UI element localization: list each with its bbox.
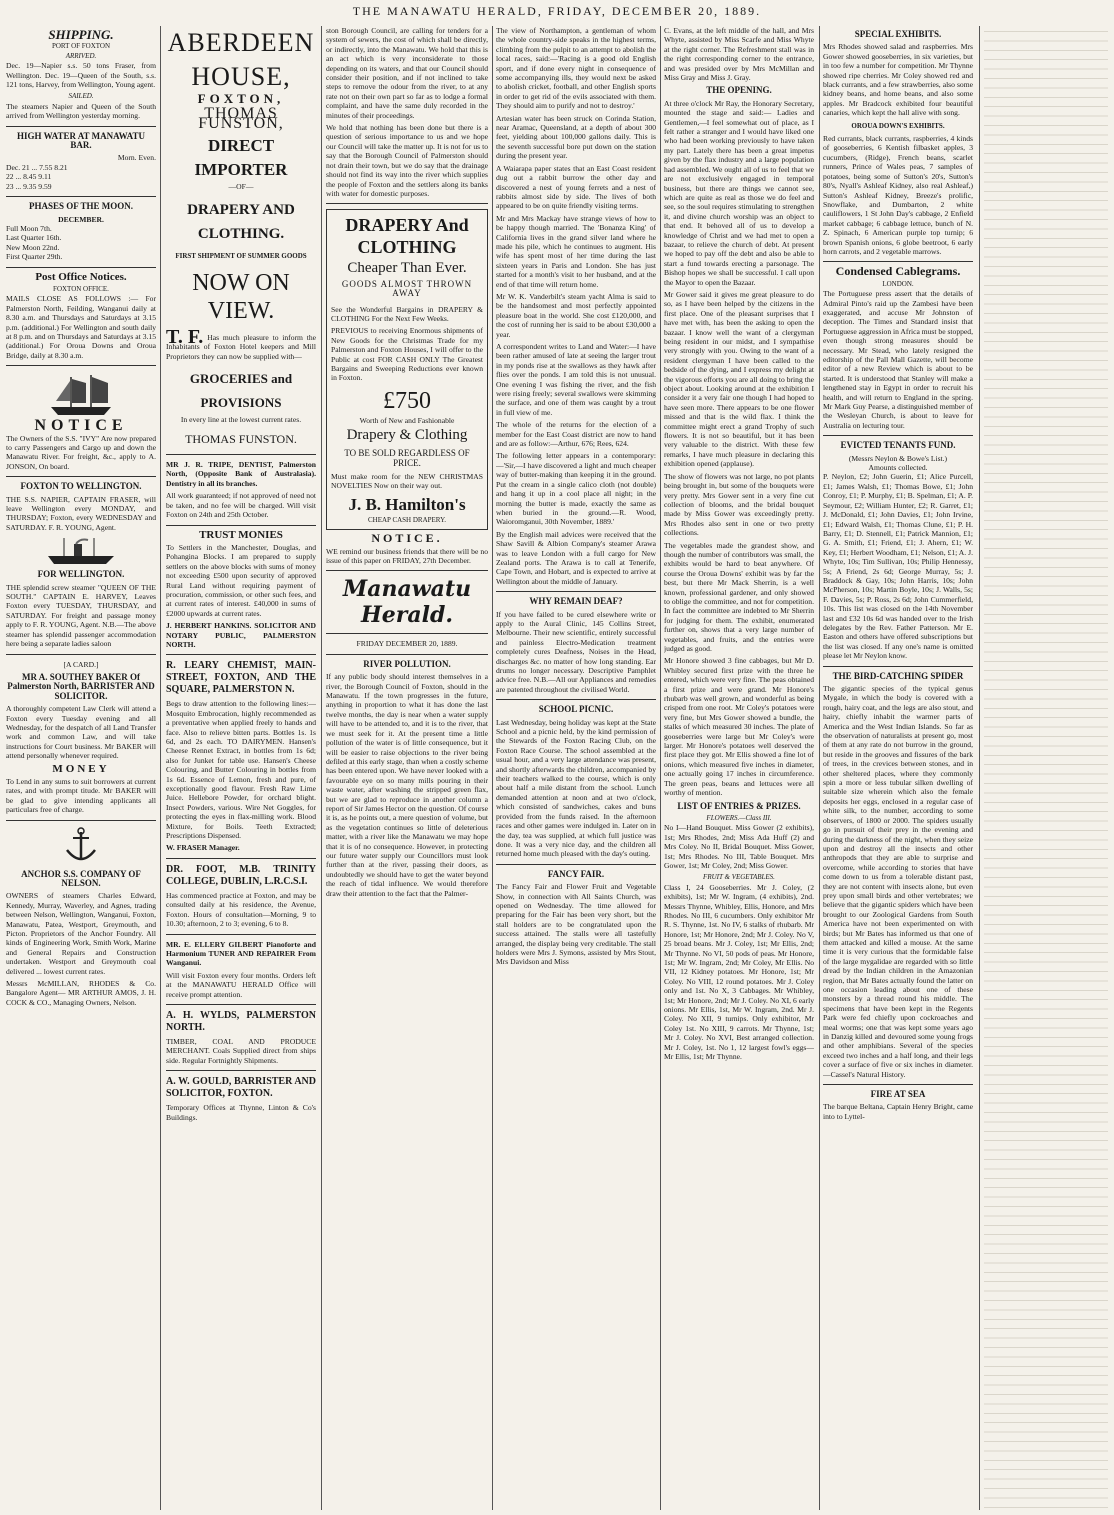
- news-item: A Waiarapa paper states that an East Coast resident dug out a rabbit burrow the other day and discovered a nest of young ferrets and a nest of rabbits almost side by side. The lives of both appeared to be on quite friendly visiting terms.: [496, 163, 656, 211]
- port-heading: PORT OF FOXTON: [51, 42, 111, 51]
- of-label: —OF—: [228, 182, 254, 192]
- leary-signature: W. FRASER Manager.: [166, 843, 240, 853]
- news-item: The whole of the returns for the election of a member for the East Coast district are now to hand and are as follow:—Arthur, 676; Rees, 624.: [496, 420, 656, 449]
- column-rule: [979, 26, 980, 1510]
- special-exhibits-heading: SPECIAL EXHIBITS.: [854, 29, 942, 39]
- groceries-subtitle: In every line at the lowest current rates.: [180, 415, 302, 425]
- divider: [166, 654, 316, 655]
- shipping-heading: SHIPPING.: [48, 27, 114, 42]
- fire-at-sea-heading: FIRE AT SEA: [870, 1089, 926, 1100]
- divider: [6, 126, 156, 127]
- news-item: A correspondent writes to Land and Water:—I have been rather amused of late at seeing the larger trout in my ponds rise at the swallows as they hawk after flies over the ponds. I am told this is not unusual. One evening I was fishing the river, and the fish were rising freely; several swallows were skimming the surface, and one of them was caught by a trout in full view of me.: [496, 342, 656, 417]
- money-heading: MONEY: [52, 762, 110, 775]
- column-rule: [819, 26, 820, 1510]
- vegetables-report: The vegetables made the grandest show, and though the number of contributors was small, the exhibits would be hard to beat anywhere. Of course the Oroua Downs' exhibit was by far the best, but there Mr Mack Sherrin, is a well known, professional gardener, and only showed to oblige the committee, and not for competition. In fact the committee are indebted to Mr Sherrin for judging for them. The exhibit, enumerated further on, shows that a very large number of vegetables, and fruits, and the entries were judged as good.: [664, 540, 814, 653]
- divider: [496, 591, 656, 592]
- fancy-fair-text: The Fancy Fair and Flower Fruit and Vegetable Show, in connection with All Saints Church, was opened on Wednesday. The time allowed for preparing for the Fair has been very short, but the stall holders are to be congratulated upon the success attained. The stalls were all tastefully arranged, the display being very creditable. The stall holders were Mrs J. Symons, assisted by Mrs Stout, Mrs Davidson and Miss: [496, 882, 656, 967]
- tf-text: Has much pleasure to inform the Inhabitants of Foxton Hotel keepers and Mill Proprietors they can now be supplied with—: [166, 333, 316, 361]
- column-rule: [660, 26, 661, 1510]
- direct-importer: DIRECT IMPORTER: [194, 136, 288, 180]
- tripe-text: All work guaranteed; if not approved of need not be taken, and no fee will be charged. Will visit Foxton on 24th and 25th October.: [166, 491, 316, 520]
- gilbert-text: Will visit Foxton every four months. Orders left at the MANAWATU HERALD Office will receive prompt attention.: [166, 970, 316, 999]
- gower-speech: Mr Gower said it gives me great pleasure to do so, as I have been helped by the citizens in the first place. One of the pleasant surprises that I have met with, has been the asking to open the bazaar. I know well the want of a clergyman being resident in our midst, and I sympathise very strongly with you. Owing to the want of a resident clergyman I have been called to the bedside of the dying, and I express my delight at the vigorous efforts you are all doing to bring the object about. Looking around at the exhibition I consider it a very fair one though I had hoped to have seen more. There appears to be one flower missed and that is the wild flax. I think the committee might erect a grand Trophy of such flowers. It is not so beautiful, but it has been very valuable to the district. With these few remarks, I have much pleasure in declaring this exhibition opened (applause).: [664, 289, 814, 469]
- ivy-notice: The Owners of the S.S. "IVY" Are now prepared to carry Passengers and Cargo up and down the Manawatu River. For freight, &c., apply to A. JONSON, On board.: [6, 433, 156, 471]
- column-rule: [160, 26, 161, 1510]
- foxton-label: FOXTON,: [197, 91, 285, 106]
- post-subheading: FOXTON OFFICE.: [53, 284, 109, 293]
- sailed-label: SAILED.: [68, 92, 94, 101]
- arrived-label: ARRIVED.: [65, 51, 97, 60]
- hankins-signature: J. HERBERT HANKINS. SOLICITOR AND NOTARY PUBLIC, PALMERSTON NORTH.: [166, 621, 316, 649]
- opening-heading: THE OPENING.: [706, 85, 772, 96]
- hamilton-name: J. B. Hamilton's: [348, 494, 466, 514]
- divider: [166, 934, 316, 935]
- opening-speech: At three o'clock Mr Ray, the Honorary Secretary, mounted the stage and said:— Ladies and Gentlemen,—I feel somewhat out of place, as I felt rather a stranger and I would have liked one who had been working previously to have taken my part. Lately there has been a great impetus given by the flax industry and a large population had assembled. We ought all of us to feel that we are not exclusively engaged in temporal business, but there are things we cannot see, which are quite as real as those we do feel and see, so the soul requires stimulating to strengthen it, and divine church worship was an object to that end. It behoved all of us to develop a knowledge of Christ and we had met to open a bazaar, to relieve the church of debt. At present we hoped to pay off the debt and also be able to start a fund towards erecting a parsonage. The Bishop hopes we shall be successful. I call upon the Mayor to open the Bazaar.: [664, 98, 814, 287]
- divider: [6, 365, 156, 366]
- tide-row: 23 ... 9.35 9.59: [6, 181, 52, 191]
- divider: [823, 261, 973, 262]
- column-shipping: [6, 26, 156, 1510]
- moon-row: Last Quarter 16th.: [6, 233, 62, 243]
- flower-entries: No I—Hand Bouquet. Miss Gower (2 exhibits), 1st; Mrs Rhodes, 2nd; Miss Ada Huff (2) and Mrs Coley. No II, Bridal Bouquet. Miss Gower, 1st; Mrs Rhodes. No III, Table Bouquet. Mrs Gower, 1st; Mr Coley, 2nd; Miss Gower.: [664, 823, 814, 870]
- fair-stalls-text: C. Evans, at the left middle of the hall, and Mrs Whyte, assisted by Miss Scarfe and Miss Whyte at the right corner. The Refreshment stall was in the right corresponding corner to the entrance, and was presided over by Mrs McMillan and Miss Gray and Miss J. Gray.: [664, 26, 814, 83]
- divider: [6, 267, 156, 268]
- wylds-heading: A. H. WYLDS, PALMERSTON NORTH.: [166, 1009, 316, 1033]
- sewer-article-cont: We hold that nothing has been done but there is a question of serious importance to us and we hope our Council will take the matter up. It is not for us to say that the Borough Council of Palmerston should not drain their town, but we do say that the drainage should not find its way into the river which supplies the people of Foxton and the settlers along its banks with water for domestic purposes.: [326, 123, 488, 198]
- special-exhibits-text: Mrs Rhodes showed salad and raspberries. Mrs Gower showed gooseberries, in six varieties, but in too few a number for competition. Mr Thynne showed ripe cherries. Mr Coley showed red and black currants, and a few strawberries, also some kidney beans, and home beans, and also some apples. Mr Bradcock exhibited four beautiful canaries, which kept the hall alive with song.: [823, 42, 973, 118]
- evicted-list: P. Neylon, £2; John Guerin, £1; Alice Purcell, £1; James Walsh, £1; Thomas Bowe, £1; John Conroy, £1; P. Murphy, £1; B. Spelman, £1; A. P. Seymour, £2; William Hunter, £2; R. Garret, £1; J. McDonald, £1; John Davies, £1; John Irvine, £1; Edward Walsh, £1; Thomas Clune, £1; P. H. Barry, £1; D. Stennell, £1; Patrick Mannion, £1; G. A. Smith, £1; Friend, £1; J. Ahern, £1; W. Key, £1; Herbert Woodham, £1; Nelson, £1; A. J. Whyte, 10s; Tim Sullivan, 10s; Philip Hennessy, 5s; A Friend, 2s 6d; George Murray, 5s; J. Braddock & Gay, 10s; John Harris, 10s; John McPherson, 10s; Martin Boyle, 10s; J. Walls, 5s; F. Davies, 5s; P. Ross, 2s 6d; John Cummerfield, 10s. This list was closed on the 14th November last and £32 10s 6d was handed over to the Irish delegates by the Rev. Father Patterson. Mr E. Easton and others have offered subscriptions but the list was closed. If any one's name is omitted please let Mr Neylon know.: [823, 472, 973, 661]
- news-item: The following letter appears in a contemporary:—'Sir,—I have discovered a light and much cheaper way of butter-making than keeping it in the ground. Put the cream in a single calico cloth (not double) and hang it up in a cool place all night; in the morning the butter is made, exactly the same as when buried in the ground.—R. Wood, Waioromganui, 30th November, 1889.': [496, 451, 656, 527]
- river-pollution-text: If any public body should interest themselves in a river, the Borough Council of Foxton, should in the Manawatu. If the town progresses in the future, anything in proportion to what it has done the last twelve months, the day is near when a water supply will have to be attended to, and it is to the river, that we must seek for it. At the present time a little pollution of the water is of little consequence, but it will be easier to raise objections to the river being defiled at this early stage, than when a costly scheme has been entered upon. We have never looked with a favourable eye on so many mills pouring in their waste water, after washing the stripped green flax, but we are glad to reproduce in another column a report of Sir James Hector on the question. Of course it is, as he points out, a mere question of volume, but as the vegetation continues so little of deleterious matter, with a river like the Manawatu we may hope that it is of no consequence. However, in protecting our future water supply our Councillors must look further than at the river, passing their doors, as undoubtedly we should have to get the water beyond the reach of tidal influence. We would therefore draw their attention to the fact that the Palmer-: [326, 672, 488, 898]
- column-news: [496, 26, 656, 1510]
- dateline: FRIDAY DECEMBER 20, 1889.: [356, 639, 458, 649]
- foxton-wellington-heading: FOXTON TO WELLINGTON.: [20, 481, 142, 492]
- for-wellington-heading: FOR WELLINGTON.: [37, 569, 125, 580]
- tide-heading: HIGH WATER AT MANAWATU BAR.: [17, 130, 145, 151]
- tide-header: Morn. Even.: [117, 153, 156, 163]
- moon-row: First Quarter 29th.: [6, 252, 63, 262]
- gilbert-heading: MR. E. ELLERY GILBERT Pianoforte and Harmonium TUNER AND REPAIRER From Wanganui.: [166, 939, 316, 968]
- previous-text: PREVIOUS to receiving Enormous shipments of New Goods for the Christmas Trade for my Palmerston and Foxton Houses, I will offer to the Public at cost FOR CASH ONLY The Greatest Bargains and Sweeping Reductions ever known in Foxton.: [331, 326, 483, 383]
- divider: [6, 196, 156, 197]
- anchor-text: OWNERS of steamers Charles Edward, Kennedy, Murray, Waverley, and Agnes, trading between Nelson, Wellington, Wanganui, Foxton, Manawatu, Patea, Westport, Greymouth, and Picton. Proprietors of the Anchor Foundry. All kinds of Engineering Work, Smith Work, Marine and General Repairs and Construction undertaken. Westport and Greymouth coal delivered ... lowest current rates.: [6, 891, 156, 976]
- column-advertisements: [166, 26, 316, 1510]
- first-shipment: FIRST SHIPMENT OF SUMMER GOODS: [175, 251, 307, 260]
- spider-text: The gigantic species of the typical genus Mygale, in which the body is covered with a rough, hairy coat, and the legs are also stout, and hairy, chiefly inhabit the warmer parts of America and the West Indian Islands. So far as the observation of naturalists at present go, most of them at any rate do not burrow in the ground, but reside in the grooves and fissures of the bark of trees, in the crevices between stones, and in other sheltered places, where they commonly spin a more or less tubular silken dwelling of suitable size wherein which also the female deposits her eggs, enclosed in a regular case of white silk, to the number, according to some observers, of 1800 or 2000. The spiders usually go in pursuit of their prey in the evening and during the darkness of the night, when they seize upon and destroy all the insects and other anthropods that they are able to surprise and overcome, while according to stories that have come down to us from a tolerable distant past, they are not content with insects alone, but even prey upon small birds and other vertebrates; we believe that the gigantic spiders which have been brought to our Zoological Gardens from South America have not been experimented on with birds; but Mr Bates has informed us that one of them attacked and killed a mouse. At the same time it is very curious that the formidable false of the large mygalidae are regarded with so little dread by the Indian children in the Amazonian region, that Mr Bates actually found the latter on one occasion leading about one of these monsters by a thread round his middle. The specimens that have been kept in the Regents Park were fed chiefly upon cockroaches and meal worms; one that was kept some years ago in Danzig killed and devoured some young frogs and other amphibians. Several of the species exceed two inches and a half long, and their legs cover a surface of five or six inches in diameter.—Cassel's Natural History.: [823, 684, 973, 1079]
- aberdeen-house-title: ABERDEEN HOUSE,: [167, 28, 315, 91]
- cheaper-than-ever: Cheaper Than Ever.: [347, 260, 467, 277]
- news-item: Mr and Mrs Mackay have strange views of how to be happy though married. The 'Bonanza King' of California lives in the grand silver land where he made his pile, which he continues to augment. His wife has spent most of her time during the last sixteen years in Paris and London. She has just started for a month's visit to her husband, and at the end of that time will return home.: [496, 213, 656, 289]
- divider: [823, 666, 973, 667]
- notice-text: WE remind our business friends that there will be no issue of this paper on FRIDAY, 27th December.: [326, 546, 488, 566]
- divider: [326, 203, 488, 204]
- news-item: Mr W. K. Vanderbilt's steam yacht Alma is said to be the handsomest and most perfectly appointed pleasure boat in the world. She cost £120,000, and the cost of running her is said to be about £30,000 a year.: [496, 291, 656, 339]
- tide-row: 22 ... 8.45 9.11: [6, 172, 52, 182]
- divider: [166, 858, 316, 859]
- trust-text: To Settlers in the Manchester, Douglas, and Pohangina Blocks. I am prepared to supply settlers on the above blocks with sums of money not exceeding £500 upon security of approved Rural Land without requiring payment of procuration, commission, or other such fees, and at current rates of interest. £40,000 in sums of £2000 upwards at current rates.: [166, 542, 316, 618]
- cheap-cash-drapery: CHEAP CASH DRAPERY.: [368, 515, 446, 524]
- news-item: The view of Northampton, a gentleman of whom the whole country-side speaks in the highest terms, climbing from the pulpit to an attempt to abolish the local races, said:—'Racing is a good old English sport, and if done every night in consequence of some accompanying ills, they would next be asked to abolish cricket, football, and other English sports in order to get rid of the evils associated with them. They should aim to purify and not to destroy.': [496, 26, 656, 111]
- evicted-subtitle: (Messrs Neylon & Bowe's List.): [848, 453, 948, 463]
- anchor-signature: Messrs McMILLAN, RHODES & Co. Bangalore Agent— MR ARTHUR AMOS, J. H. COCK & CO., Managing Owners, Nelson.: [6, 979, 156, 1007]
- entries-heading: LIST OF ENTRIES & PRIZES.: [677, 800, 801, 811]
- regardless-of-price: TO BE SOLD REGARDLESS OF PRICE.: [344, 448, 470, 468]
- manawatu-herald-banner: Manawatu Herald.: [342, 576, 472, 629]
- worth-text: Worth of New and Fashionable: [359, 415, 455, 425]
- divider: [823, 435, 973, 436]
- drapery-clothing-ad: Drapery & Clothing: [346, 427, 468, 444]
- money-text: To Lend in any sums to suit borrowers at current rates, and with prompt titude. Mr BAKER will be glad to give intending applicants all particulars free of charge.: [6, 776, 156, 815]
- oroua-heading: OROUA DOWN'S EXHIBITS.: [851, 121, 945, 130]
- divider: [326, 654, 488, 655]
- why-deaf-heading: WHY REMAIN DEAF?: [529, 596, 623, 607]
- notice-heading: NOTICE.: [371, 531, 443, 546]
- divider: [6, 476, 156, 477]
- london-label: LONDON.: [882, 279, 914, 288]
- baker-text: A thoroughly competent Law Clerk will attend a Foxton every Tuesday evening and all Wednesday, for the despatch of all Land Transfer work and common Law, and will take instructions for Court business. Mr BAKER will attend personally whenever required.: [6, 704, 156, 761]
- divider: [496, 864, 656, 865]
- school-picnic-text: Last Wednesday, being holiday was kept at the State School and a picnic held, by the kind permission of the Stewards of the Foxton Racing Club, on the Foxton Race Course. The school assembled at the usual hour, and a very large attendance was present, and shortly afterwards the children, accompanied by their teachers walked to the course, which is only about half a mile distant from the school. Lunch demanded attention at noon and at two o'clock, which consisted of sandwiches, cakes and buns provided from the funds raised. In the afternoon races and other games were indulged in. Later on in the day, tea was supplied, at which full justice was done. It was a very nice day, and the children all returned home much pleased with the day's outing.: [496, 717, 656, 859]
- sailing-ship-icon: [46, 371, 116, 417]
- funston-name: THOMAS FUNSTON,: [198, 105, 284, 132]
- leary-heading: R. LEARY CHEMIST, MAIN-STREET, FOXTON, AND THE SQUARE, PALMERSTON N.: [166, 660, 316, 696]
- fruit-entries: Class I, 24 Gooseberries. Mr J. Coley, (2 exhibits), 1st; Mr W. Ingram, (4 exhibits), 2nd. Messrs Thynne, Whibley, Ellis, Honore, and Mrs Rhodes. No III, 6 cucumbers. Only exhibitor Mr R. S. Thynne, 1st. No IV, 6 stalks of rhubarb. Mr Honore, 1st; Mr Honore, 2nd; Mr J. Coley. No V, 25 broad beans. Mr J. Coley, 1st; Mr Ellis, 2nd; Mr Thynne. No VI, 50 pods of peas. Mr Honore, 1st; Mr W. Ingram, 2nd; Mr Coley, Mr Ellis. No VII, 12 Kidney potatoes. Mr Honore, 1st; Mr Coley. No VIII, 12 round potatoes. Mr J. Coley only and 1st. No X, 3 Cabbages. Mr Whibley, 1st; Mr Honore, 2nd; Mr J. Coley. No XI, 6 early onions. Mr Ellis, 1st, Mr W. Ingram, 2nd. Mr J. Coley. No XII, 9 turnips. Only exhibitor, Mr Coley 1st. No XIII, 9 carrots. Mr Thynne, 1st; Mr J. Coley. No XVI, Best arranged collection. Mr J. Coley, 1st. No 1, 12 largest fowl's eggs—Mr Ellis, 1st; Mr Thynne.: [664, 882, 814, 1062]
- trust-monies-heading: TRUST MONIES: [199, 528, 283, 541]
- divider: [326, 570, 488, 571]
- anchor-heading: ANCHOR S.S. COMPANY OF NELSON.: [21, 868, 141, 888]
- column-fair-report: [664, 26, 814, 1510]
- napier-notice: THE S.S. NAPIER, CAPTAIN FRASER, will leave Wellington every MONDAY, and THURSDAY; Foxton, every WEDNESDAY and SATURDAY. F. R. YOUNG, Agent.: [6, 494, 156, 532]
- masthead-title: THE MANAWATU HERALD, FRIDAY, DECEMBER 20, 1889.: [352, 4, 762, 18]
- wonderful-bargains: See the Wonderful Bargains in DRAPERY & CLOTHING For the Next Few Weeks.: [331, 304, 483, 323]
- oroua-text: Red currants, black currants, raspberries, 4 kinds of gooseberries, 6 Kentish filbasket apples, 3 cucumbers, (Ridge), French beans, scarlet runners, Prince of Wales peas, 7 samples of potatoes, being some of Sutton's 20's, Sutton's 80's, Nyall's Ashleaf Kidney, also real Ashleaf,) Sutton's Ashleaf Kidney, Breeze's prolific, Snowflake, and Dumbarton, 2 white cauliflowers, 1 St John Day's cabbage, 2 Enfield market cabbage; 6 cabbage lettuce, bunch of N. Z. Spinach, 6 American purple top turnip; 6 brown Spanish onions, 6 globe beetroot, 6 early horn carrots, and 2 vegetable marrows.: [823, 134, 973, 256]
- moon-month: DECEMBER.: [58, 214, 104, 224]
- post-heading: Post Office Notices.: [35, 270, 127, 283]
- fruit-vegetables-class: FRUIT & VEGETABLES.: [703, 873, 775, 882]
- anchor-icon: [61, 826, 101, 866]
- goods-thrown-away: GOODS ALMOST THROWN AWAY: [341, 278, 473, 299]
- notice-heading: NOTICE: [34, 417, 128, 435]
- arrivals-text: Dec. 19—Napier s.s. 50 tons Fraser, from Wellington. Dec. 19—Queen of the South, s.s. 121 tons, Harvey, from Wellington, Young agent.: [6, 61, 156, 90]
- queen-notice: THE splendid screw steamer "QUEEN OF THE SOUTH." CAPTAIN E. HARVEY, Leaves Foxton every TUESDAY, THURSDAY, and SATURDAY. For freight and passage money apply to F. R. YOUNG, Agent. N.B.—The above steamer has splendid passenger accommodation here being a separate ladies saloon: [6, 582, 156, 649]
- drapery-ad-heading: DRAPERY And CLOTHING: [345, 215, 469, 258]
- divider: [166, 454, 316, 455]
- spider-heading: THE BIRD-CATCHING SPIDER: [832, 670, 964, 681]
- divider: [6, 820, 156, 821]
- flowers-report: The show of flowers was not large, no pot plants being brought in, but some of the bouquets were very pretty. Mrs Gower sent in a very fine cut collection of blooms, and the bridal bouquet made by Miss Gower was exceedingly pretty. Mrs Rhodes also sent in one or two pretty collections.: [664, 471, 814, 538]
- prizes-report: Mr Honore showed 3 fine cabbages, but Mr D. Whibley secured first prize with the three he entered, which were very fine. The peas obtained a first prize and were grand. Mr Honore's rhubarb was well grown, and wonderful as being crisped from one root. Mr Coley's potatoes were very fine, but Mrs Gower showed a bundle, the stalks of which measured 30 inches. The plate of gooseberries were large but Mr Coley's were larger. Mr Honore's potatoes well deserved the first place they got. Mr Ellis showed a fine lot of onions, which measured five inches in diameter, one actually going 17 inches in circumference. The green peas, beans and lettuces were all worthy of mention.: [664, 656, 814, 798]
- news-item: Artesian water has been struck on Corinda Station, near Aramac, Queensland, at a depth of about 300 feet, yielding about 100,000 gallons daily. This is the seventh successful bore put down on the station during the present year.: [496, 113, 656, 161]
- baker-heading: MR A. SOUTHEY BAKER Of Palmerston North, BARRISTER AND SOLICITOR.: [7, 671, 155, 701]
- divider: [6, 654, 156, 655]
- moon-row: Full Moon 7th.: [6, 223, 52, 233]
- amount-750: £750: [383, 387, 431, 414]
- why-deaf-text: If you have failed to be cured elsewhere write or apply to the Aural Clinic, 145 Collins Street, Melbourne. Their new scientific, entirely successful and painless Electro-Medication treatment completely cures Deafness, Noises in the Head, discharges &c. no matter of how long standing. Ear drums no longer necessary. Descriptive Pamphlet advice free. N.B.—All our Appliances and remedies are patented throughout the civilised World.: [496, 609, 656, 694]
- flowers-class: FLOWERS.—Class III.: [706, 813, 772, 822]
- cablegrams-heading: Condensed Cablegrams.: [835, 264, 961, 279]
- fire-at-sea-text: The barque Beltana, Captain Henry Bright, came into to Lyttel-: [823, 1102, 973, 1121]
- card-label: [A CARD.]: [63, 659, 99, 669]
- now-on-view: NOW ON VIEW.: [192, 270, 290, 325]
- column-overflow: [984, 26, 1108, 1510]
- cropped-text-lines: [984, 26, 1108, 1510]
- divider: [166, 1004, 316, 1005]
- mails-text: MAILS CLOSE AS FOLLOWS :— For Palmerston North, Feilding, Wanganui daily at 8.30 a.m. and Thursdays and Saturdays at 3.15 p.m. (additional.) For Wellington and south daily at 8 p.m. and on Thursdays and Saturdays at 3.15 (additional.) For Oroua Downs and Oroua Bridge, daily at 8.30 a.m.: [6, 294, 156, 360]
- cablegrams-text: The Portuguese press assert that the details of Admiral Pinto's raid up the Zambesi have been exaggerated, and accuse Mr Johnston of deception. The Times and Standard insist that Portuguese aggression in Africa must be stopped, even though strong measures should be necessary. Mr Stead, who lately resigned the editorship of the Pall Mall Gazette, will become editor of a new Review which is about to be started. It is understood that Stanley will make a lengthened stay in Egypt in order to recruit his health, and will return to England in the spring. Mr Mark Guy Pearse, a distinguished member of the Wesleyan Church, is about to leave for Australia on lecturing tour.: [823, 289, 973, 430]
- foot-text: Has commenced practice at Foxton, and may be consulted daily at his residence, the Avenue, Foxton. Hours of consultation—Morning, 9 to 10.30; afternoon, 2 to 3; evening, 6 to 8.: [166, 890, 316, 929]
- tide-row: Dec. 21 ... 7.55 8.21: [6, 162, 68, 172]
- groceries-heading: GROCERIES and PROVISIONS: [189, 371, 293, 411]
- fancy-fair-heading: FANCY FAIR.: [547, 868, 605, 879]
- divider: [823, 1084, 973, 1085]
- school-picnic-heading: SCHOOL PICNIC.: [538, 704, 614, 715]
- steamship-icon: [44, 536, 118, 566]
- sailed-text: The steamers Napier and Queen of the South arrived from Wellington yesterday morning.: [6, 101, 156, 121]
- divider: [496, 699, 656, 700]
- leary-text: Begs to draw attention to the following lines:— Mosquito Embrocation, highly recommended as a preventative when applied freely to hands and face. Also to relieve bitten parts. Bottles 1s. 1s 6d, and 2s each. TO DAIRYMEN. Hansen's Cheese Rennet Extract, in bottles from 1s 6d; also for Junket for table use. Hansen's Cheese Colouring, and Butter Colouring in bottles from 1s 6d. Essence of Lemon, fresh and pure, of exceptionally good flavour. Fresh Raw Lime Juice. Hellebore Powder, for orchard blight. Insect Powders, various. Wire Net Goggles, for protecting the eyes in flax-milling work. Blood Mixture, for Boils. Teeth Extracted; Prescriptions Dispensed.: [166, 699, 316, 841]
- column-rule: [492, 26, 493, 1510]
- river-pollution-heading: RIVER POLLUTION.: [363, 658, 451, 669]
- sewer-article: ston Borough Council, are calling for tenders for a system of sewers, the cost of which shall be directly, or indirectly, into the Manawatu. We hold that this is an act which is very inconsiderate to those depending on its waters, and that our Council should consider their position, and if not inclined to take steps to remove the odour from the river, to at any rate not on their own part so far as to lodge a formal complaint, and have the same duly recorded in the minutes of their proceedings.: [326, 26, 488, 120]
- funston-signature: THOMAS FUNSTON.: [185, 431, 297, 446]
- tripe-heading: MR J. R. TRIPE, DENTIST, Palmerston North, (Opposite Bank of Australasia). Dentistry in all its branches.: [166, 460, 316, 488]
- tf-initials: T. F.: [166, 326, 204, 349]
- column-rule: [321, 26, 322, 1510]
- divider: [166, 1070, 316, 1071]
- foot-heading: DR. FOOT, M.B. TRINITY COLLEGE, DUBLIN, L.R.C.S.I.: [166, 863, 316, 887]
- wylds-text: TIMBER, COAL AND PRODUCE MERCHANT. Coals Supplied direct from ships side. Regular Fortnightly Shipments.: [166, 1036, 316, 1065]
- hamilton-advertisement: [326, 209, 488, 530]
- amounts-collected: Amounts collected.: [868, 463, 928, 473]
- drapery-clothing-heading: DRAPERY AND CLOTHING.: [187, 201, 295, 242]
- news-item: By the English mail advices were received that the Shaw Savill & Albion Company's steamer Arawa was to leave London with a full cargo for New Zealand ports. The Arawa is to call at Tenerife, Cape Town, and Hobart, and is expected to arrive at Wellington about the middle of January.: [496, 529, 656, 586]
- divider: [326, 633, 488, 634]
- moon-row: New Moon 22nd.: [6, 242, 60, 252]
- moon-heading: PHASES OF THE MOON.: [28, 201, 133, 212]
- must-make-room: Must make room for the NEW CHRISTMAS NOVELTIES Now on their way out.: [331, 472, 483, 491]
- evicted-tenants-heading: EVICTED TENANTS FUND.: [840, 440, 956, 451]
- column-cables: [823, 26, 973, 1510]
- divider: [166, 525, 316, 526]
- masthead: [0, 0, 1114, 22]
- gould-heading: A. W. GOULD, BARRISTER AND SOLICITOR, FOXTON.: [166, 1076, 316, 1100]
- column-editorial: [326, 26, 488, 1510]
- gould-text: Temporary Offices at Thynne, Linton & Co's Buildings.: [166, 1103, 316, 1122]
